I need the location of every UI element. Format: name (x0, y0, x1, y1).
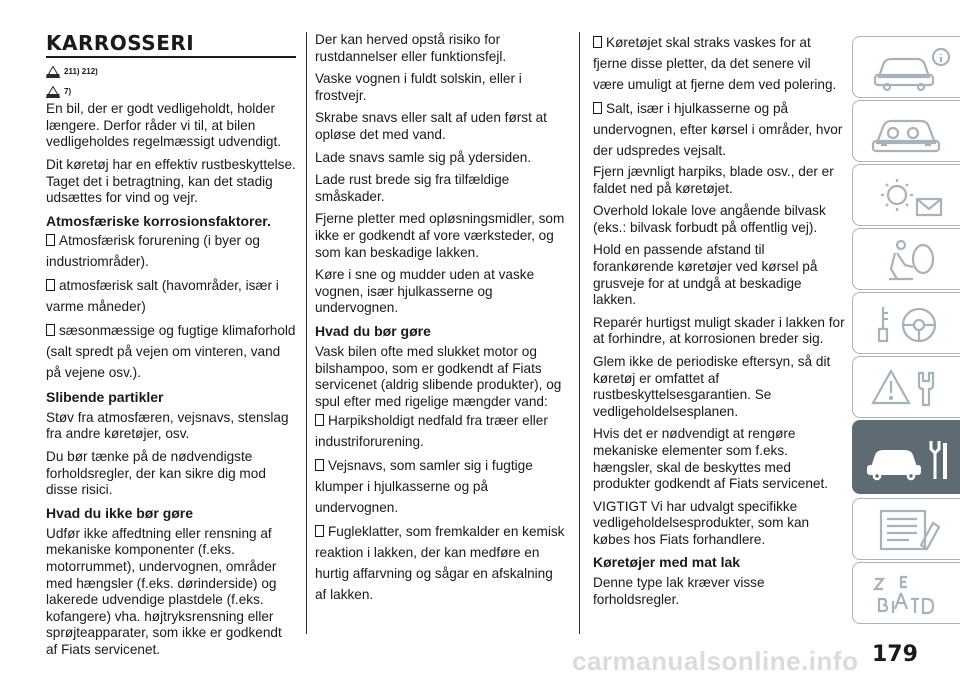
page-number: 179 (872, 642, 918, 667)
chapter-tab-car-info[interactable] (852, 36, 960, 98)
subheading: Hvad du ikke bør gøre (46, 504, 194, 521)
airbag-safety-icon (861, 235, 957, 285)
warning-triangle-icon (46, 66, 60, 78)
car-dashboard-icon (861, 107, 957, 157)
chapter-tab-starting-driving[interactable] (852, 292, 960, 354)
bullet-item (315, 455, 567, 518)
warning-reference-text: 211) 212) (64, 67, 98, 76)
paragraph: Fjern jævnligt harpiks, blade osv., der er faldet ned på køretøjet. (593, 164, 834, 196)
watermark: carmanualsonline.info (572, 646, 859, 676)
paragraph: Hvis det er nødvendigt at rengøre mekaniske elementer som f.eks. hængsler, skal de beskyttes med produkter godkendt af Fiats servicenet. (593, 426, 828, 492)
bullet-box-icon (46, 234, 55, 246)
column-divider (579, 32, 580, 634)
bullet-text: Køretøjet skal straks vaskes for at fjerne disse pletter, da det senere vil være umuligt at fjerne dem ved polering. (593, 35, 837, 92)
chapter-tab-maintenance[interactable] (852, 420, 960, 494)
bullet-box-icon (315, 459, 324, 471)
warning-reference-text: 7) (64, 86, 72, 96)
column-divider (306, 32, 307, 634)
bullet-box-icon (593, 36, 602, 48)
warning-triangle-icon (46, 86, 60, 98)
bullet-text: Vejsnavs, som samler sig i fugtige klumper i hjulkasserne og på undervognen. (315, 458, 533, 516)
bullet-box-icon (315, 414, 324, 426)
page-title: KARROSSERI (46, 31, 195, 55)
subheading: Slibende partikler (46, 388, 164, 405)
chapter-tab-safety[interactable] (852, 228, 960, 290)
bullet-text: Salt, især i hjulkasserne og på undervognen, efter kørsel i områder, hvor der udspredes vejsalt. (593, 101, 843, 158)
paragraph: Du bør tænke på de nødvendigste forholdsregler, der kan sikre dig mod disse risici. (46, 448, 266, 498)
paragraph: En bil, der er godt vedligeholdt, holder længere. Derfor råder vi til, at bilen vedligeholdes regelmæssigt udvendigt. (46, 101, 282, 150)
warning-reference-1 (46, 64, 296, 81)
chapter-tab-dashboard[interactable] (852, 100, 960, 162)
chapter-tab-emergency[interactable] (852, 356, 960, 418)
column-2 (315, 32, 567, 608)
paragraph: Udfør ikke affedtning eller rensning af mekaniske komponenter (f.eks. motorrummet), undervognen, områder med hængsler (f.eks. dørinderside) og lakerede udvendige plastdele (f.eks. kofangere) vha. højtryksrensning eller sprøjteapparater, som ikke er godkendt af Fiats servicenet. (46, 525, 282, 657)
bullet-text: Fugleklatter, som fremkalder en kemisk reaktion i lakken, der kan medføre en hurtig affarvning og sågar en afskalning af lakken. (315, 524, 565, 603)
paragraph: Dit køretøj har en effektiv rustbeskyttelse. Taget det i betragtning, kan det stadig udsættes for vind og vejr. (46, 156, 296, 206)
bullet-text: atmosfærisk salt (havområder, især i varme måneder) (46, 277, 279, 314)
chapter-tab-index[interactable] (852, 562, 960, 624)
index-icon (861, 569, 957, 619)
paragraph: VIGTIGT Vi har udvalgt specifikke vedligeholdelsesprodukter, som kan købes hos Fiats forhandlere. (593, 498, 810, 547)
paragraph: Overhold lokale love angående bilvask (eks.: bilvask forbudt på offentlig vej). (593, 203, 826, 235)
paragraph: Fjerne pletter med opløsningsmidler, som ikke er godkendt af vore værksteder, og som kan beskadige lakken. (315, 211, 565, 260)
bullet-box-icon (46, 279, 55, 291)
paragraph: Vask bilen ofte med slukket motor og bilshampoo, som er godkendt af Fiats servicenet (aldrig slibende produkter), og spul efter med rigelige mængder vand: (315, 343, 562, 409)
paragraph: Vaske vognen i fuldt solskin, eller i frostvejr. (315, 71, 522, 103)
chapter-tab-technical-data[interactable] (852, 498, 960, 560)
paragraph: Køre i sne og mudder uden at vaske vognen, især hjulkasserne og undervognen. (315, 267, 535, 316)
column-3 (593, 32, 845, 615)
bullet-item (315, 410, 567, 452)
chapter-tab-warning-lights[interactable] (852, 164, 960, 226)
warning-lights-icon (861, 171, 957, 221)
bullet-text: Harpiksholdigt nedfald fra træer eller industriforurening. (315, 413, 548, 450)
bullet-item (593, 98, 845, 161)
paragraph: Skrabe snavs eller salt af uden først at opløse det med vand. (315, 110, 547, 142)
paragraph: Glem ikke de periodiske eftersyn, så dit køretøj er omfattet af rustbeskyttelsesgarantien. Se vedligeholdelsesplanen. (593, 353, 831, 419)
maintenance-icon (861, 428, 957, 488)
paragraph: Lade rust brede sig fra tilfældige småskader. (315, 172, 510, 204)
warning-reference-2 (46, 84, 296, 101)
subheading: Hvad du bør gøre (315, 322, 431, 339)
bullet-item (593, 32, 845, 95)
emergency-icon (861, 363, 957, 413)
start-driving-icon (861, 299, 957, 349)
bullet-item (315, 521, 567, 605)
paragraph: Lade snavs samle sig på ydersiden. (315, 149, 532, 165)
technical-data-icon (861, 505, 957, 555)
bullet-text: sæsonmæssige og fugtige klimaforhold (salt spredt på vejen om vinteren, vand på vejene osv.). (46, 322, 296, 380)
bullet-text: Atmosfærisk forurening (i byer og industriområder). (46, 232, 260, 269)
bullet-box-icon (315, 525, 324, 537)
subheading: Køretøjer med mat lak (593, 554, 741, 571)
paragraph: Denne type lak kræver visse forholdsregler. (593, 575, 765, 608)
bullet-box-icon (46, 324, 55, 336)
paragraph: Støv fra atmosfæren, vejsnavs, stenslag fra andre køretøjer, osv. (46, 409, 289, 442)
paragraph: Der kan herved opstå risiko for rustdannelser eller funktionsfejl. (315, 32, 507, 64)
car-info-icon (861, 43, 957, 93)
bullet-box-icon (593, 102, 602, 114)
section-header (46, 32, 296, 58)
bullet-item (46, 275, 296, 317)
paragraph: Reparér hurtigst muligt skader i lakken for at forhindre, at korrosionen breder sig. (593, 314, 845, 347)
subheading: Atmosfæriske korrosionsfaktorer. (46, 212, 271, 229)
bullet-item (46, 320, 296, 383)
paragraph: Hold en passende afstand til forankørende køretøjer ved kørsel på grusveje for at undgå at beskadige lakken. (593, 242, 818, 308)
bullet-item (46, 230, 296, 272)
column-1 (46, 32, 296, 664)
